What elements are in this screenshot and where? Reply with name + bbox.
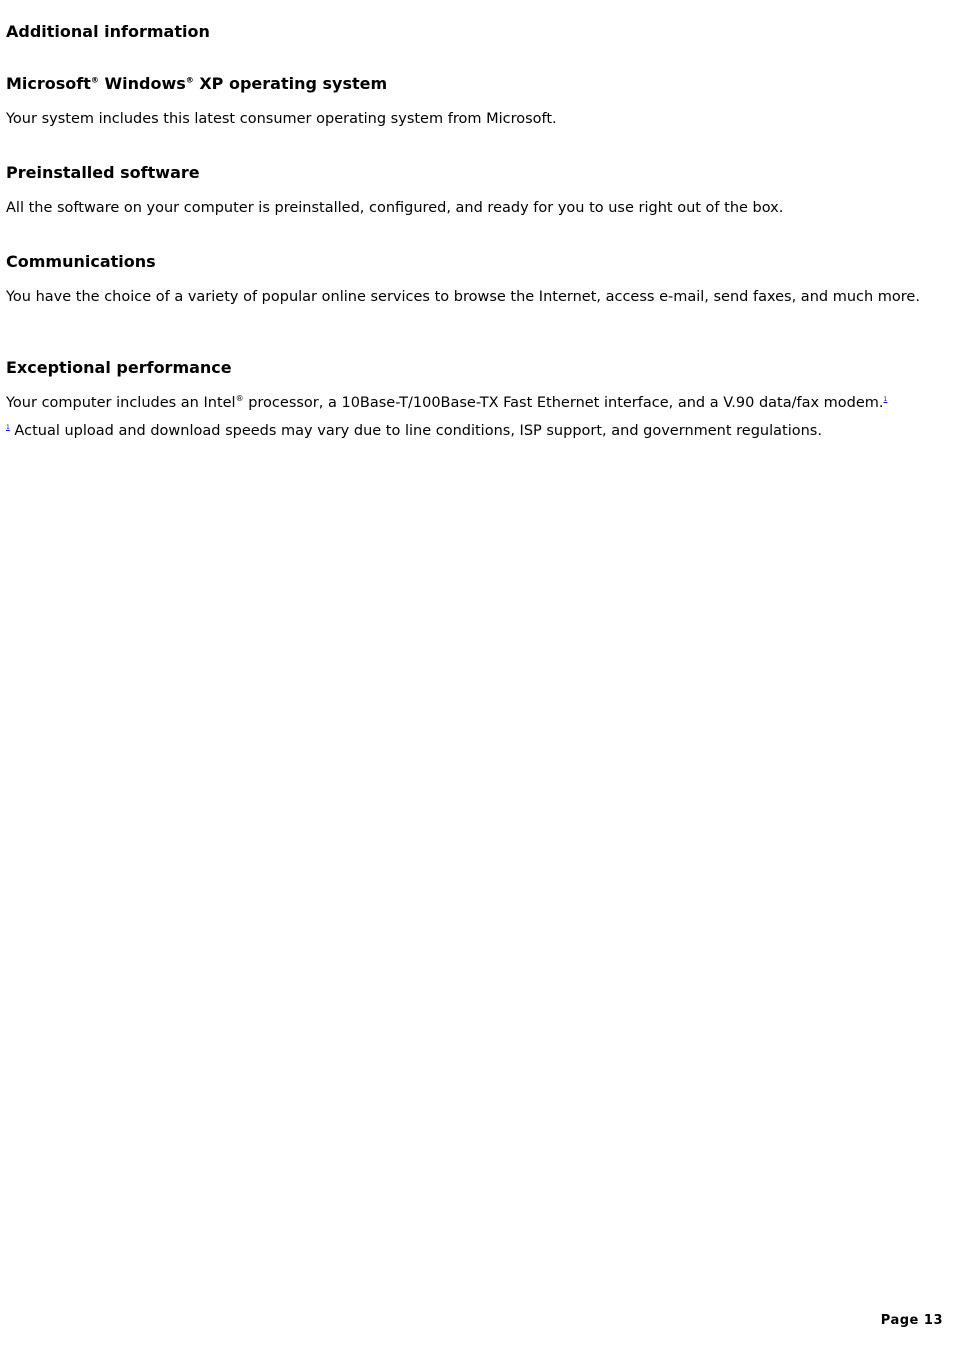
section-heading: Exceptional performance (6, 358, 232, 377)
page-number: Page 13 (880, 1313, 943, 1328)
footnote-marker-link[interactable]: 1 (6, 424, 10, 432)
section-body: All the software on your computer is preinstalled, configured, and ready for you to use right out of the box. (6, 200, 784, 216)
footnote-link[interactable]: 1 (883, 396, 888, 404)
registered-mark: ® (90, 75, 99, 85)
section-communications (6, 252, 936, 306)
section-windows-xp (6, 74, 936, 128)
section-body: You have the choice of a variety of popular online services to browse the Internet, access e-mail, send faxes, and much more. (6, 289, 920, 305)
section-preinstalled-software (6, 163, 936, 217)
section-body: Your computer includes an Intel® processor, a 10Base-T/100Base-TX Fast Ethernet interface, and a V.90 data/fax modem.$^1$ (6, 394, 888, 411)
footnote: $^1$ Actual upload and download speeds may vary due to line conditions, ISP support, and government regulations. (6, 423, 822, 439)
page-title: Additional information (6, 22, 210, 41)
section-body: Your system includes this latest consumer operating system from Microsoft. (6, 111, 557, 127)
section-heading: Microsoft® Windows® XP operating system (6, 74, 388, 93)
section-heading: Communications (6, 252, 156, 271)
registered-mark: ® (235, 394, 244, 404)
registered-mark: ® (185, 75, 194, 85)
section-heading: Preinstalled software (6, 163, 200, 182)
section-exceptional-performance (6, 358, 936, 440)
